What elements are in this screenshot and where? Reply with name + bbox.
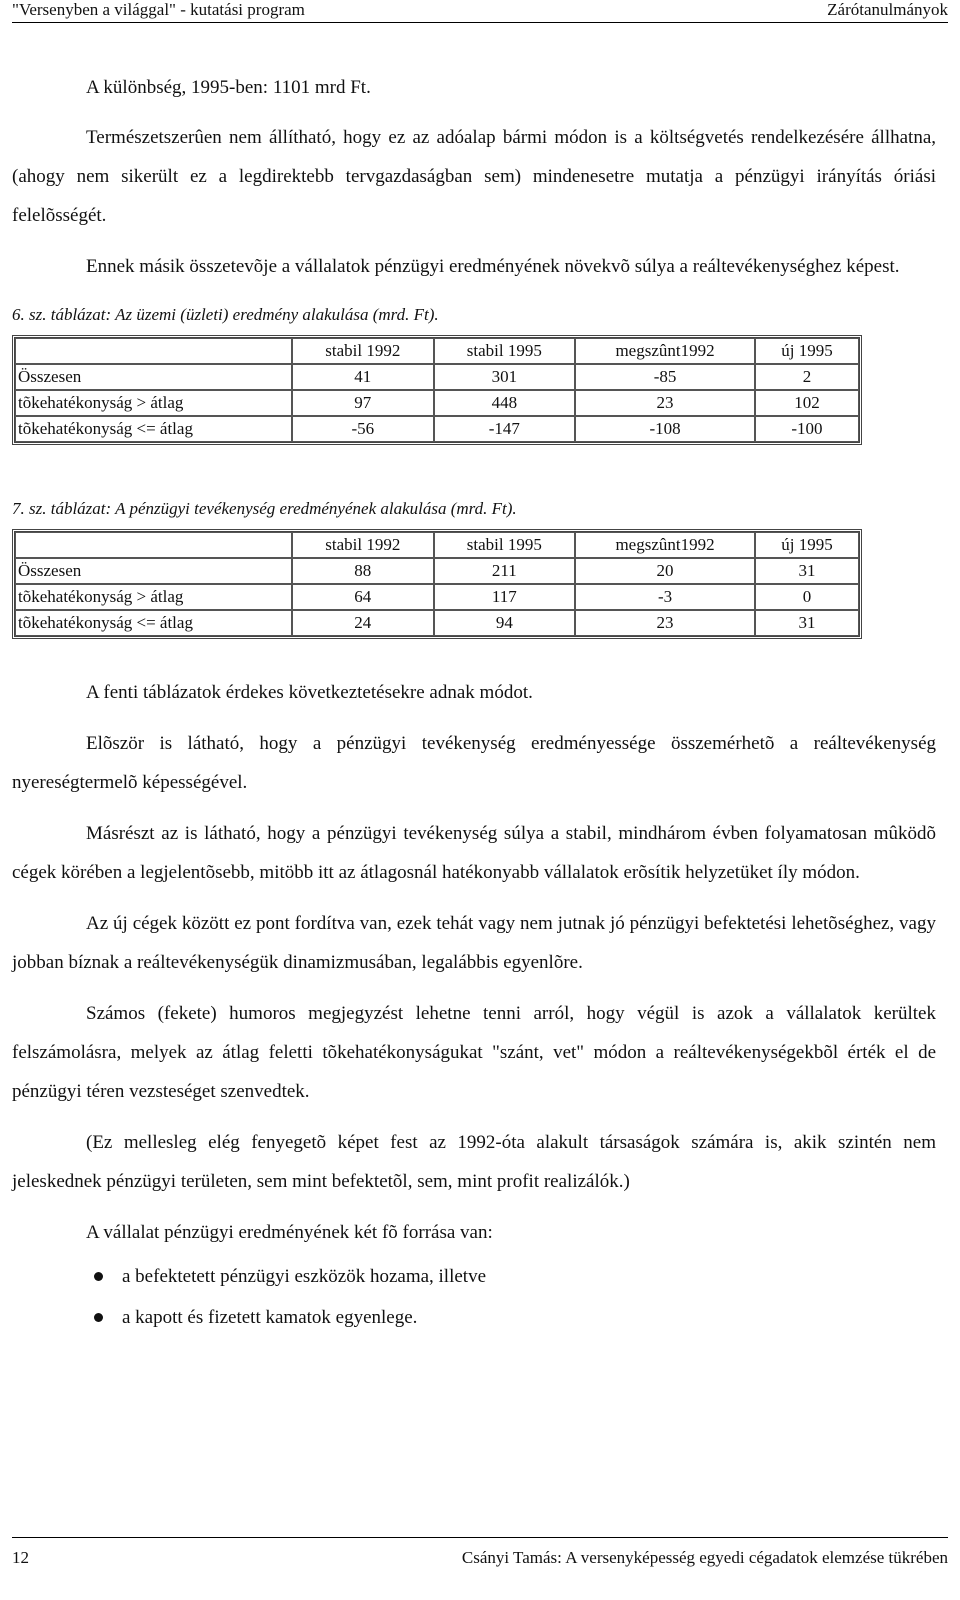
row-label: tõkehatékonyság <= átlag bbox=[15, 610, 292, 636]
table-row bbox=[15, 390, 859, 416]
paragraph-tax-base: Természetszerûen nem állítható, hogy ez az adóalap bármi módon is a költségvetés rendelkezésére állhatna, (ahogy nem sikerült ez a legdirektebb tervgazdaságban sem) mindenesetre mutatja a pénzügyi irányítás óriási felelõsségét. bbox=[12, 127, 936, 226]
table-row bbox=[15, 558, 859, 584]
table-row bbox=[15, 610, 859, 636]
table-cell: 102 bbox=[755, 390, 859, 416]
table-cell: 41 bbox=[292, 364, 434, 390]
table-cell: 117 bbox=[434, 584, 576, 610]
page-footer bbox=[12, 1537, 948, 1568]
table-cell: 64 bbox=[292, 584, 434, 610]
table-cell: 448 bbox=[434, 390, 576, 416]
table-6-operating-result bbox=[12, 335, 862, 445]
table-cell: 211 bbox=[434, 558, 576, 584]
column-header: megszûnt1992 bbox=[575, 338, 755, 364]
column-header: stabil 1995 bbox=[434, 532, 576, 558]
table-cell: 20 bbox=[575, 558, 755, 584]
table-7-caption: 7. sz. táblázat: A pénzügyi tevékenység eredményének alakulása (mrd. Ft). bbox=[12, 499, 517, 518]
row-label: Összesen bbox=[15, 558, 292, 584]
header-series-title: Zárótanulmányok bbox=[827, 0, 948, 19]
page-number: 12 bbox=[12, 1548, 29, 1567]
table-row bbox=[15, 416, 859, 442]
table-cell: 24 bbox=[292, 610, 434, 636]
table-row bbox=[15, 364, 859, 390]
bullet-dot-icon bbox=[94, 1313, 103, 1322]
document-body bbox=[12, 68, 936, 1338]
paragraph-first-observation: Elõször is látható, hogy a pénzügyi tevékenység eredményessége összemérhetõ a reáltevékenység nyereségtermelõ képességével. bbox=[12, 733, 936, 793]
table-corner-cell bbox=[15, 532, 292, 558]
column-header: megszûnt1992 bbox=[575, 532, 755, 558]
column-header: új 1995 bbox=[755, 532, 859, 558]
table-cell: -100 bbox=[755, 416, 859, 442]
paragraph-threatening-picture: (Ez mellesleg elég fenyegetõ képet fest az 1992-óta alakult társaságok számára is, akik szintén nem jeleskednek pénzügyi területen, sem mint befektetõl, sem, mint profit realizálók.) bbox=[12, 1132, 936, 1192]
row-label: tõkehatékonyság > átlag bbox=[15, 584, 292, 610]
table-cell: -85 bbox=[575, 364, 755, 390]
column-header: stabil 1995 bbox=[434, 338, 576, 364]
table-cell: 2 bbox=[755, 364, 859, 390]
bullet-item: a kapott és fizetett kamatok egyenlege. bbox=[12, 1297, 936, 1338]
table-cell: 301 bbox=[434, 364, 576, 390]
table-cell: 31 bbox=[755, 610, 859, 636]
header-program-title: "Versenyben a világgal" - kutatási program bbox=[12, 0, 305, 19]
footer-author-title: Csányi Tamás: A versenyképesség egyedi cégadatok elemzése tükrében bbox=[461, 1548, 948, 1567]
paragraph-second-observation: Másrészt az is látható, hogy a pénzügyi tevékenység súlya a stabil, mindhárom évben folyamatosan mûködõ cégek körében a legjelentõsebb, mitöbb itt az átlagosnál hatékonyabb vállalatok erõsítik helyzetüket íly módon. bbox=[12, 823, 936, 883]
table-cell: 23 bbox=[575, 610, 755, 636]
table-cell: -108 bbox=[575, 416, 755, 442]
paragraph-humorous-remark: Számos (fekete) humoros megjegyzést lehetne tenni arról, hogy végül is azok a vállalatok kerültek felszámolásra, melyek az átlag feletti tõkehatékonyságukat "szánt, vet" módon a reáltevékenységekbõl érték el de pénzügyi téren vezsteséget szenvedtek. bbox=[12, 1003, 936, 1102]
table-corner-cell bbox=[15, 338, 292, 364]
paragraph-difference: A különbség, 1995-ben: 1101 mrd Ft. bbox=[86, 77, 371, 98]
column-header: új 1995 bbox=[755, 338, 859, 364]
table-cell: 97 bbox=[292, 390, 434, 416]
table-cell: -56 bbox=[292, 416, 434, 442]
table-7-financial-result bbox=[12, 529, 862, 639]
table-cell: -3 bbox=[575, 584, 755, 610]
row-label: Összesen bbox=[15, 364, 292, 390]
page-header bbox=[12, 0, 948, 23]
table-cell: -147 bbox=[434, 416, 576, 442]
paragraph-new-companies: Az új cégek között ez pont fordítva van, ezek tehát vagy nem jutnak jó pénzügyi befektetési lehetõséghez, vagy jobban bíznak a reáltevékenységük dinamizmusában, legalábbis egyenlõre. bbox=[12, 913, 936, 973]
row-label: tõkehatékonyság <= átlag bbox=[15, 416, 292, 442]
sources-bullet-list bbox=[12, 1256, 936, 1338]
row-label: tõkehatékonyság > átlag bbox=[15, 390, 292, 416]
paragraph-financial-weight: Ennek másik összetevõje a vállalatok pénzügyi eredményének növekvõ súlya a reáltevékenységhez képest. bbox=[86, 256, 900, 277]
column-header: stabil 1992 bbox=[292, 338, 434, 364]
table-cell: 94 bbox=[434, 610, 576, 636]
bullet-item: a befektetett pénzügyi eszközök hozama, illetve bbox=[12, 1256, 936, 1297]
bullet-dot-icon bbox=[94, 1272, 103, 1281]
table-cell: 23 bbox=[575, 390, 755, 416]
table-header-row bbox=[15, 338, 859, 364]
paragraph-two-sources: A vállalat pénzügyi eredményének két fõ forrása van: bbox=[86, 1222, 493, 1243]
column-header: stabil 1992 bbox=[292, 532, 434, 558]
table-cell: 88 bbox=[292, 558, 434, 584]
table-6-caption: 6. sz. táblázat: Az üzemi (üzleti) eredmény alakulása (mrd. Ft). bbox=[12, 305, 439, 324]
table-header-row bbox=[15, 532, 859, 558]
table-row bbox=[15, 584, 859, 610]
table-cell: 0 bbox=[755, 584, 859, 610]
paragraph-conclusions: A fenti táblázatok érdekes következtetésekre adnak módot. bbox=[86, 682, 533, 703]
table-cell: 31 bbox=[755, 558, 859, 584]
